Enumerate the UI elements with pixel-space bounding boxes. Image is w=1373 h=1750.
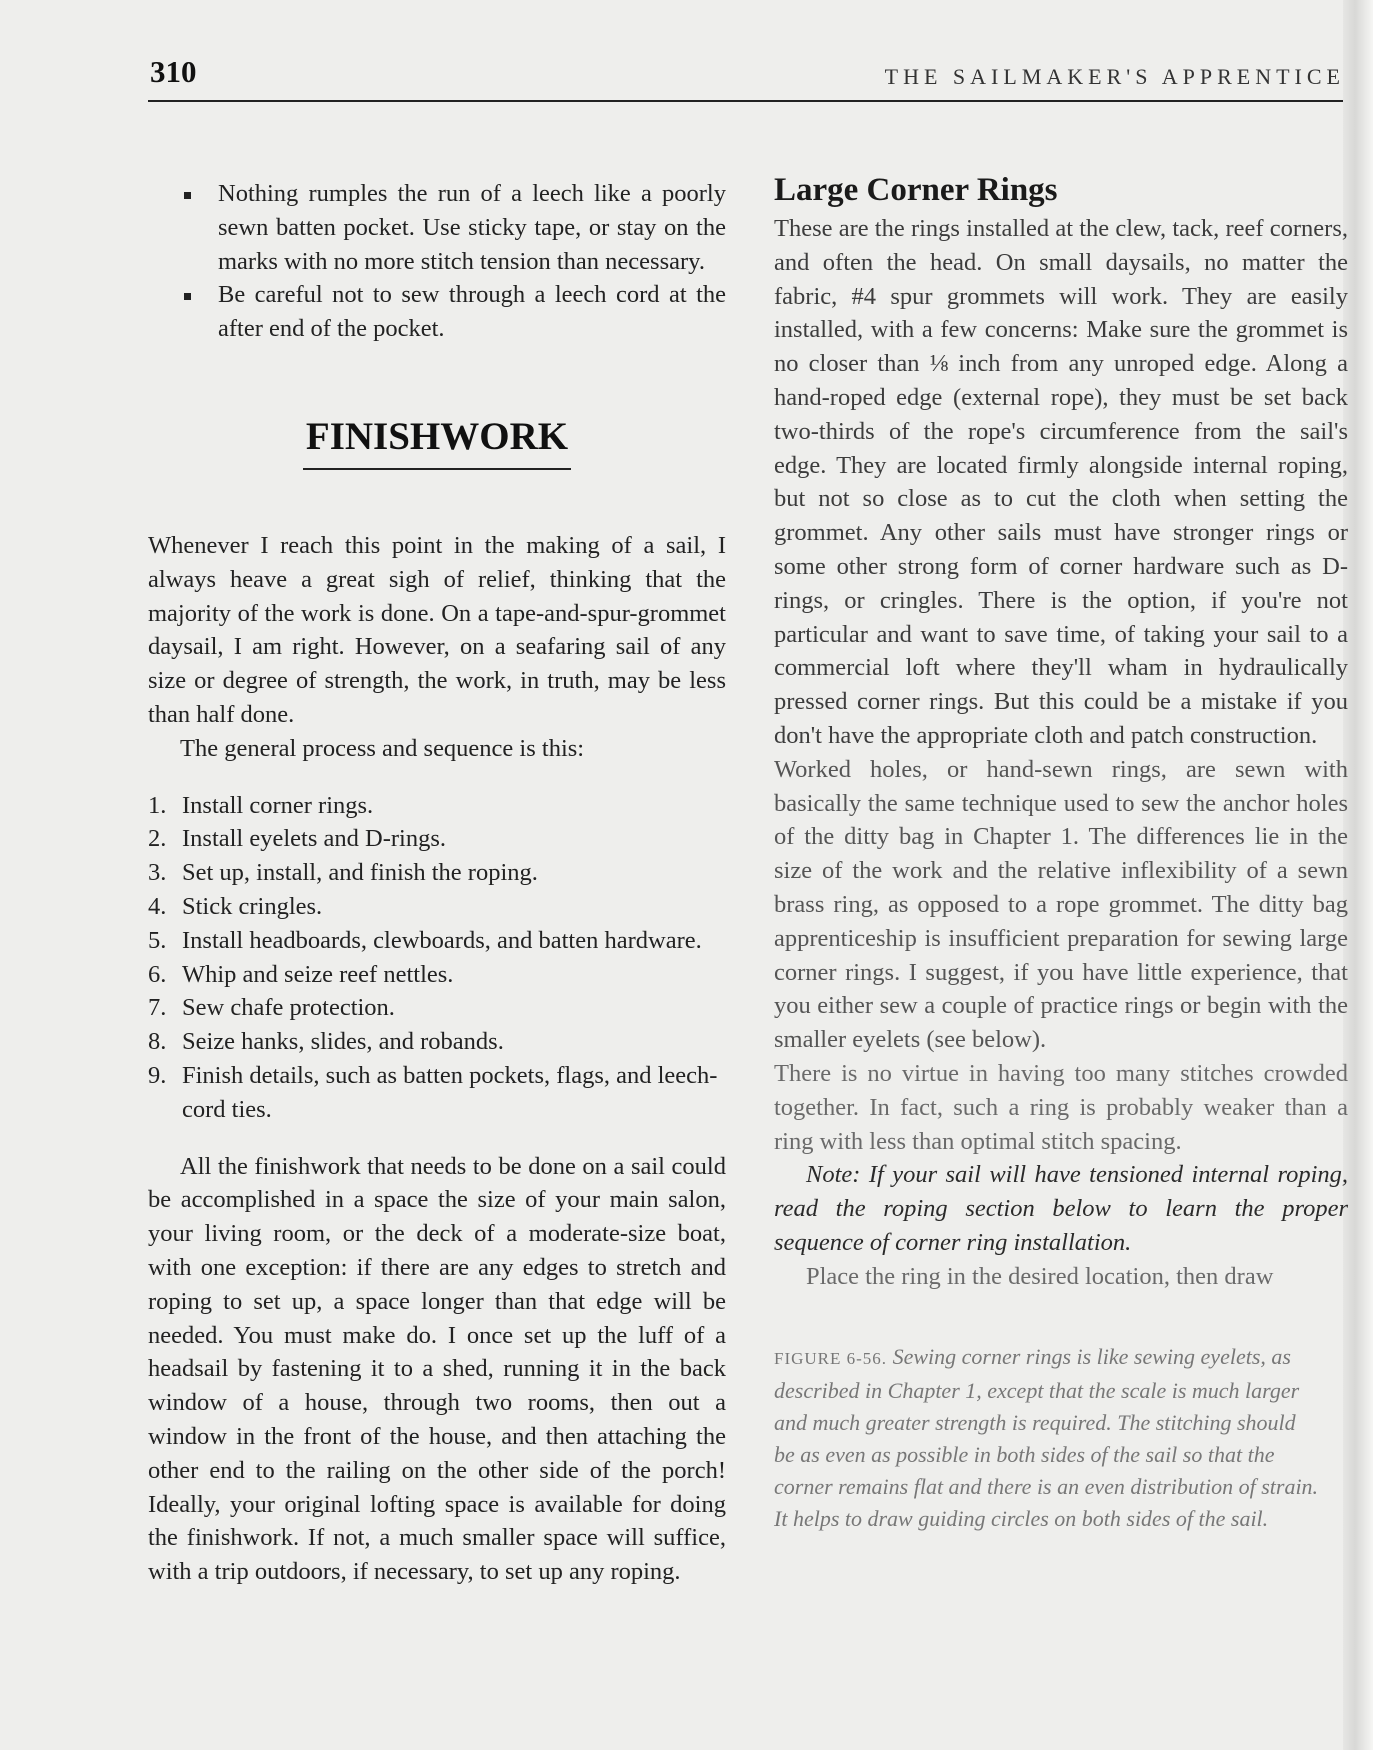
bullet-item [148, 278, 726, 346]
step-text: Stick cringles. [182, 892, 323, 920]
bullet-icon [184, 293, 191, 300]
figure-label: FIGURE 6-56. [774, 1348, 888, 1368]
body-paragraph: There is no virtue in having too many stitches crowded together. In fact, such a ring is probably weaker than a ring with less than optimal stitch spacing. [774, 1059, 1348, 1155]
step-number: 8. [148, 1028, 167, 1056]
step-text: Install headboards, clewboards, and batten hardware. [182, 926, 702, 954]
step-text: Seize hanks, slides, and robands. [182, 1028, 504, 1056]
step-number: 7. [148, 994, 167, 1022]
step-text: Set up, install, and finish the roping. [182, 859, 538, 887]
bullet-text: Be careful not to sew through a leech cord at the after end of the pocket. [218, 281, 726, 343]
step-item [148, 1059, 726, 1127]
step-number: 1. [148, 791, 167, 819]
step-item [148, 1025, 726, 1059]
section-heading [148, 414, 726, 470]
subsection-title: Large Corner Rings [774, 172, 1058, 208]
body-paragraph: Worked holes, or hand-sewn rings, are sewn with basically the same technique used to sew the anchor holes of the ditty bag in Chapter 1. The differences lie in the size of the work and the relative inflexibility of a sewn brass ring, as opposed to a rope grommet. The ditty bag apprenticeship is insufficient preparation for sewing large corner rings. I suggest, if you have little experience, that you either sew a couple of practice rings or begin with the smaller eyelets (see below). [774, 755, 1348, 1054]
step-item [148, 958, 726, 992]
body-paragraph: These are the rings installed at the clew, tack, reef corners, and often the head. On small daysails, no matter the fabric, #4 spur grommets will work. They are easily installed, with a few concerns: Make sure the grommet is no closer than ⅛ inch from any unroped edge. Along a hand-roped edge (external rope), they must be set back two-thirds of the rope's circumference from the sail's edge. They are located firmly alongside internal roping, but not so close as to cut the cloth when setting the grommet. Any other sails must have stronger rings or some other strong form of corner hardware such as D-rings, or cringles. There is the option, if you're not particular and want to save time, of taking your sail to a commercial loft where they'll wham in hydraulically pressed corner rings. But this could be a mistake if you don't have the appropriate cloth and patch construction. [774, 215, 1348, 749]
step-number: 9. [148, 1061, 167, 1089]
section-title: FINISHWORK [303, 417, 571, 470]
step-text: Install eyelets and D-rings. [182, 825, 446, 853]
intro-paragraph: Whenever I reach this point in the making of a sail, I always heave a great sigh of relief, thinking that the majority of the work is done. On a tape-and-spur-grommet daysail, I am right. However, on a seafaring sail of any size or degree of strength, the work, in truth, may be less than half done. [148, 531, 726, 728]
note-paragraph: Note: If your sail will have tensioned internal roping, read the roping section below to learn the proper sequence of corner ring installation. [774, 1161, 1348, 1256]
process-steps [148, 789, 726, 1127]
caption-text: Sewing corner rings is like sewing eyelets, as described in Chapter 1, except that the scale is much larger and much greater strength is required. The stitching should be as even as possible in both sides of the sail so that the corner remains flat and there is an even distribution of strain. It helps to draw guiding circles on both sides of the sail. [774, 1343, 1319, 1531]
step-item [148, 991, 726, 1025]
figure-caption [774, 1341, 1348, 1535]
process-intro: The general process and sequence is this: [180, 734, 585, 762]
left-column [148, 177, 726, 1589]
continued-paragraph: Place the ring in the desired location, then draw [806, 1262, 1274, 1290]
step-number: 6. [148, 960, 167, 988]
right-column [774, 172, 1348, 1535]
bullet-item [148, 177, 726, 278]
step-number: 3. [148, 859, 167, 887]
bullet-list [148, 177, 726, 346]
step-number: 4. [148, 892, 167, 920]
step-number: 5. [148, 926, 167, 954]
step-text: Install corner rings. [182, 791, 374, 819]
step-item [148, 822, 726, 856]
step-text: Sew chafe protection. [182, 994, 395, 1022]
step-item [148, 856, 726, 890]
closing-paragraph: All the finishwork that needs to be done on a sail could be accomplished in a space the size of your main salon, your living room, or the deck of a moderate-size boat, with one exception: if there are any edges to stretch and roping to set up, a space longer than that edge will be needed. You must make do. I once set up the luff of a headsail by fastening it to a shed, running it in the back window of a house, through two rooms, then out a window in the front of the house, and then attaching the other end to the railing on the other side of the porch! Ideally, your original lofting space is available for doing the finishwork. If not, a much smaller space will suffice, with a trip outdoors, if necessary, to set up any roping. [148, 1152, 726, 1586]
running-head: THE SAILMAKER'S APPRENTICE [884, 64, 1345, 89]
step-item [148, 789, 726, 823]
step-text: Finish details, such as batten pockets, flags, and leech-cord ties. [182, 1061, 718, 1123]
header-rule [148, 100, 1343, 102]
step-item [148, 924, 726, 958]
bullet-icon [184, 192, 191, 199]
step-number: 2. [148, 825, 167, 853]
page-number: 310 [150, 54, 197, 89]
step-text: Whip and seize reef nettles. [182, 960, 454, 988]
bullet-text: Nothing rumples the run of a leech like a poorly sewn batten pocket. Use sticky tape, or stay on the marks with no more stitch tension than necessary. [218, 180, 726, 275]
step-item [148, 890, 726, 924]
